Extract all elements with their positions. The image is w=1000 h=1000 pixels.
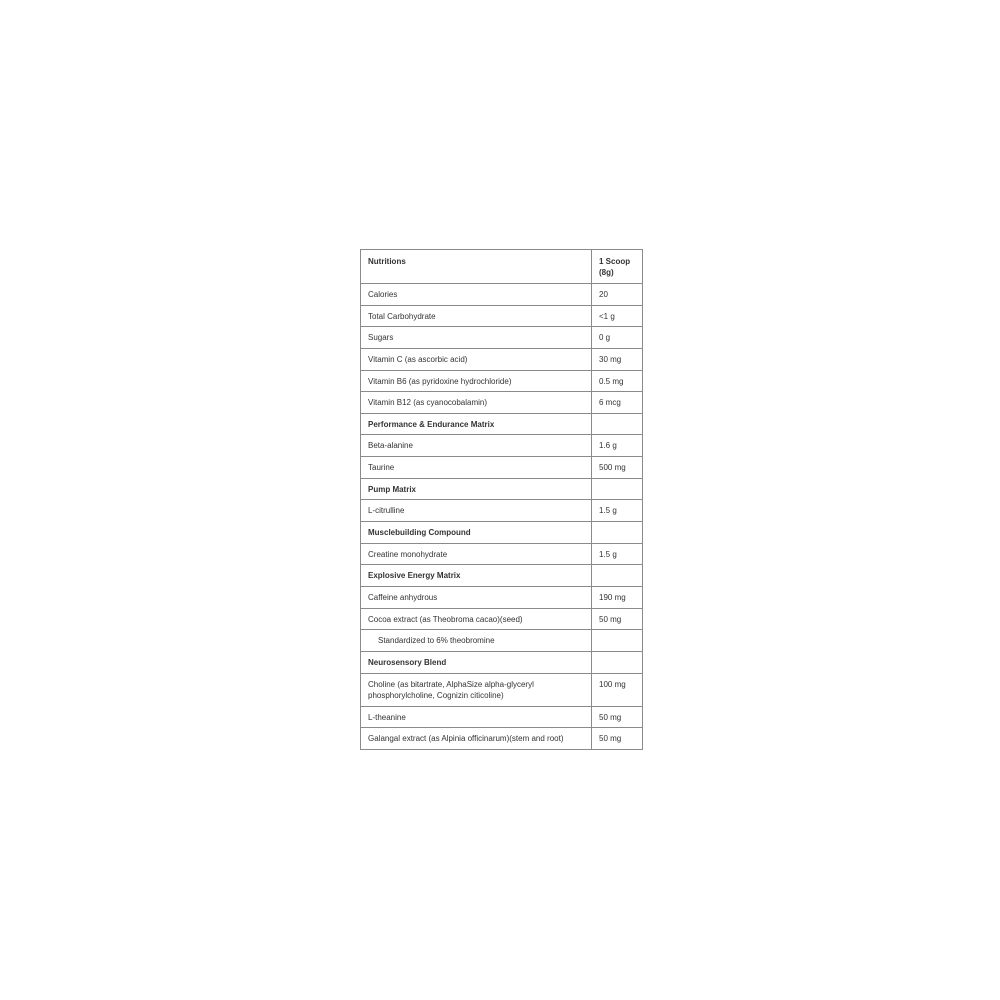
nutrient-amount: 100 mg: [592, 673, 643, 706]
nutrient-name: Creatine monohydrate: [361, 543, 592, 565]
section-title: Neurosensory Blend: [361, 651, 592, 673]
nutrient-amount: [592, 630, 643, 652]
nutrient-name: Vitamin B6 (as pyridoxine hydrochloride): [361, 370, 592, 392]
nutrient-name: Vitamin B12 (as cyanocobalamin): [361, 392, 592, 414]
table-row: [361, 327, 643, 349]
nutrient-name: Calories: [361, 284, 592, 306]
nutrient-name: Caffeine anhydrous: [361, 586, 592, 608]
table-body: [361, 284, 643, 750]
nutrient-amount: [592, 478, 643, 500]
table-row: [361, 673, 643, 706]
nutrient-name: L-theanine: [361, 706, 592, 728]
nutrient-name: Standardized to 6% theobromine: [361, 630, 592, 652]
table-row: [361, 284, 643, 306]
nutrient-amount: 0 g: [592, 327, 643, 349]
section-row: [361, 413, 643, 435]
section-title: Musclebuilding Compound: [361, 522, 592, 544]
table-row: [361, 348, 643, 370]
table-row: [361, 630, 643, 652]
nutrient-amount: 1.5 g: [592, 500, 643, 522]
section-row: [361, 651, 643, 673]
table-row: [361, 305, 643, 327]
nutrient-amount: [592, 565, 643, 587]
header-serving-size: 1 Scoop (8g): [592, 250, 643, 284]
table-row: [361, 728, 643, 750]
nutrient-name: Beta-alanine: [361, 435, 592, 457]
table-row: [361, 706, 643, 728]
nutrient-name: Choline (as bitartrate, AlphaSize alpha-glyceryl phosphorylcholine, Cognizin citicoline): [361, 673, 592, 706]
section-title: Performance & Endurance Matrix: [361, 413, 592, 435]
section-title: Pump Matrix: [361, 478, 592, 500]
section-row: [361, 522, 643, 544]
nutrient-amount: [592, 651, 643, 673]
nutrient-name: Sugars: [361, 327, 592, 349]
nutrient-amount: 50 mg: [592, 608, 643, 630]
nutrient-amount: 50 mg: [592, 706, 643, 728]
section-title: Explosive Energy Matrix: [361, 565, 592, 587]
nutrient-amount: 30 mg: [592, 348, 643, 370]
nutrient-amount: [592, 413, 643, 435]
table-row: [361, 500, 643, 522]
nutrient-name: Vitamin C (as ascorbic acid): [361, 348, 592, 370]
nutrient-amount: [592, 522, 643, 544]
nutrient-amount: 190 mg: [592, 586, 643, 608]
header-nutritions: Nutritions: [361, 250, 592, 284]
section-row: [361, 478, 643, 500]
nutrient-amount: 0.5 mg: [592, 370, 643, 392]
table-header-row: [361, 250, 643, 284]
nutrient-amount: 1.5 g: [592, 543, 643, 565]
nutrient-amount: 6 mcg: [592, 392, 643, 414]
nutrient-amount: 50 mg: [592, 728, 643, 750]
table-row: [361, 608, 643, 630]
table-row: [361, 586, 643, 608]
section-row: [361, 565, 643, 587]
nutrient-name: Taurine: [361, 457, 592, 479]
nutrient-name: L-citrulline: [361, 500, 592, 522]
table-row: [361, 543, 643, 565]
nutrient-amount: 1.6 g: [592, 435, 643, 457]
nutrient-name: Cocoa extract (as Theobroma cacao)(seed): [361, 608, 592, 630]
nutrient-name: Total Carbohydrate: [361, 305, 592, 327]
nutrition-table: [360, 249, 643, 750]
nutrient-amount: 500 mg: [592, 457, 643, 479]
nutrient-amount: <1 g: [592, 305, 643, 327]
table-row: [361, 457, 643, 479]
nutrient-amount: 20: [592, 284, 643, 306]
table-row: [361, 392, 643, 414]
table-row: [361, 435, 643, 457]
nutrient-name: Galangal extract (as Alpinia officinarum)(stem and root): [361, 728, 592, 750]
table-row: [361, 370, 643, 392]
